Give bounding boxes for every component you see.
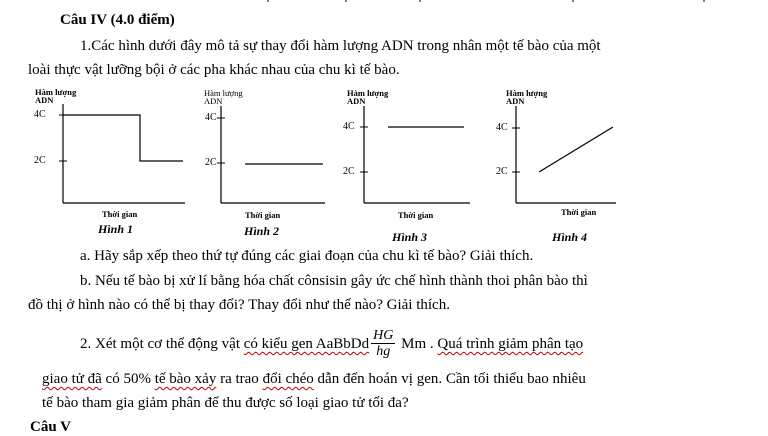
- graph-1-curve: [63, 115, 183, 161]
- question-b-line1: b. Nếu tế bào bị xử lí bằng hóa chất cônsisin gây ức chế hình thành thoi phân bào thì: [80, 273, 588, 289]
- graph-3: [360, 106, 470, 203]
- graph-3-ylabel-2: ADN: [347, 96, 366, 106]
- part2-line2-seg4: ra trao: [216, 371, 263, 387]
- part1-line2: loài thực vật lưỡng bội ở các pha khác nhau của chu kì tế bào.: [28, 62, 400, 78]
- part1-line1: 1.Các hình dưới đây mô tả sự thay đổi hàm lượng ADN trong nhân một tế bào của một: [80, 38, 601, 54]
- question-b-line2: đồ thị ở hình nào có thể bị thay đổi? Thay đổi như thế nào? Giải thích.: [28, 297, 450, 313]
- graph-1-xlabel: Thời gian: [102, 209, 138, 219]
- fraction-denominator: hg: [376, 344, 391, 359]
- part2-line2-seg2: có 50%: [101, 371, 155, 387]
- graph-2-xlabel: Thời gian: [245, 210, 281, 220]
- part2-line3: tế bào tham gia giảm phân để thu được số loại giao tử tối đa?: [42, 395, 409, 411]
- graph-2-ylabel-2: ADN: [204, 96, 223, 106]
- graph-4-ylabel-1: Hàm lượng: [506, 88, 548, 98]
- question-title: Câu IV (4.0 điểm): [60, 12, 175, 28]
- fraction-numerator: HG: [373, 328, 394, 343]
- graph-4: [512, 106, 616, 203]
- graph-1-tick-label-low: 2C: [34, 155, 46, 166]
- graph-3-xlabel: Thời gian: [398, 210, 434, 220]
- graph-3-ylabel-1: Hàm lượng: [347, 88, 389, 98]
- part2-line2-seg1: giao tử đã: [42, 371, 102, 387]
- graph-1-caption: Hình 1: [98, 222, 134, 236]
- graph-4-caption: Hình 4: [552, 230, 588, 244]
- graph-1-ylabel-1: Hàm lượng: [35, 87, 77, 97]
- graph-3-tick-label-high: 4C: [343, 121, 355, 132]
- graph-2-caption: Hình 2: [244, 224, 280, 238]
- graph-3-caption: Hình 3: [392, 230, 428, 244]
- part2-line1: [80, 329, 583, 360]
- question-a: a. Hãy sắp xếp theo thứ tự đúng các giai đoạn của chu kì tế bào? Giải thích.: [80, 248, 534, 264]
- graph-4-curve: [539, 127, 613, 172]
- part2-prefix: 2. Xét một cơ thể động vật: [80, 335, 244, 352]
- graph-2-tick-label-low: 2C: [205, 157, 217, 168]
- next-question-cut: Câu V: [30, 419, 71, 435]
- part2-process: Quá trình giảm phân tạo: [437, 335, 584, 352]
- part2-line2-seg6: dẫn đến hoán vị gen. Cần tối thiểu bao nhiêu: [313, 371, 586, 387]
- part2-line2: [42, 370, 586, 388]
- graph-3-tick-label-low: 2C: [343, 166, 355, 177]
- graph-4-tick-label-low: 2C: [496, 166, 508, 177]
- graph-1-ylabel-2: ADN: [35, 95, 54, 105]
- graph-4-xlabel: Thời gian: [561, 207, 597, 217]
- graph-1: [59, 104, 185, 203]
- part2-line2-seg3: tế bào xảy: [154, 371, 217, 387]
- graph-4-ylabel-2: ADN: [506, 96, 525, 106]
- graph-1-tick-label-high: 4C: [34, 109, 46, 120]
- part2-genotype: có kiểu gen AaBbDd: [243, 335, 370, 352]
- graph-2-ylabel-1: Hàm lượng: [204, 88, 243, 98]
- genotype-fraction: [371, 328, 395, 359]
- part2-line2-seg5: đổi chéo: [262, 371, 314, 387]
- part2-mm: Mm .: [397, 335, 438, 352]
- graph-2-tick-label-high: 4C: [205, 112, 217, 123]
- graph-4-tick-label-high: 4C: [496, 122, 508, 133]
- graph-2: [217, 106, 325, 203]
